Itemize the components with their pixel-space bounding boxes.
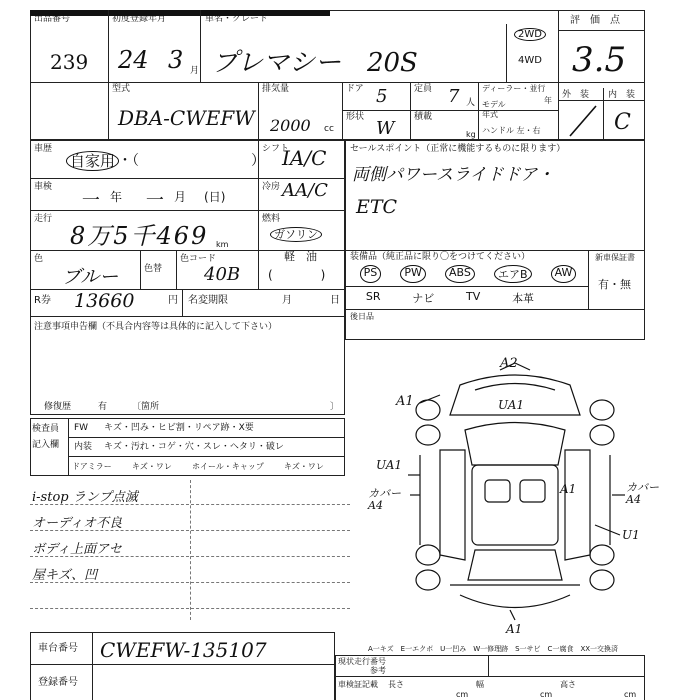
usage-value-circled: 自家用 xyxy=(66,151,119,171)
recycle-unit: 円 xyxy=(168,295,178,306)
color-code-value: 40B xyxy=(204,264,241,285)
repair-label: 修復歴 xyxy=(44,402,72,412)
capacity-unit: 人 xyxy=(466,98,476,108)
model-value: DBA-CWEFW xyxy=(118,106,255,130)
fuel-diesel: 軽 油 xyxy=(284,250,317,263)
first-registration-label: 初度登録年月 xyxy=(112,14,167,24)
equip-abs: ABS xyxy=(445,265,475,283)
damage-mark-right-cover: カバー A4 xyxy=(626,481,659,506)
checker-row1-head: FW xyxy=(74,423,89,433)
inspection-day-unit: (日) xyxy=(204,190,226,204)
damage-mark-left-cover: カバー A4 xyxy=(368,487,401,512)
mileage-label: 走行 xyxy=(34,214,53,224)
width-label: 幅 xyxy=(476,680,484,689)
equip-navi: ナビ xyxy=(412,292,435,305)
handwritten-notes-area xyxy=(30,480,350,625)
doors-label: ドア xyxy=(346,84,364,94)
attachments-box xyxy=(345,310,645,340)
first-registration-year: 24 xyxy=(118,46,149,74)
car-checker-label: 車検証記載 xyxy=(338,680,378,689)
score-value: 3.5 xyxy=(572,40,627,80)
damage-mark-upper-center: UA1 xyxy=(498,398,525,412)
drive-4wd: 4WD xyxy=(518,55,542,66)
height-label: 高さ xyxy=(560,680,576,689)
prev-registration-label: 現状走行番号 xyxy=(338,657,386,666)
inspection-label: 車検 xyxy=(34,182,53,192)
damage-mark-upper-left: A1 xyxy=(396,394,414,409)
registration-label: 登録番号 xyxy=(38,677,78,688)
fuel-gas-circled: ガソリン xyxy=(270,227,322,242)
note-line-4: 屋キズ、凹 xyxy=(32,568,98,583)
model-year-unit: 年 xyxy=(544,96,552,105)
repair-part-label: 〔箇所 xyxy=(132,402,160,412)
damage-mark-left-middle: UA1 xyxy=(376,458,403,472)
warranty-label: 新車保証書 xyxy=(595,253,635,262)
note-line-2: オーディオ不良 xyxy=(32,516,122,531)
note-line-3: ボディ上面アセ xyxy=(32,542,122,557)
checker-row2-head: 内装 xyxy=(74,442,93,452)
equipment-row1 xyxy=(350,265,586,283)
model-year-label: モデル年式 xyxy=(482,100,506,119)
usage-bracket: ・（ ） xyxy=(118,153,265,169)
sales-point-label: セールスポイント（正常に機能するものに限ります） xyxy=(350,144,566,154)
prev-registration-ref: 参考 xyxy=(370,666,386,675)
checker-row3-a: ドアミラー xyxy=(72,462,112,471)
usage-label: 車歴 xyxy=(34,144,53,154)
fuel-bracket: ( ) xyxy=(268,268,326,282)
equipment-label: 装備品（純正品に限り〇をつけてください） xyxy=(350,252,531,262)
damage-mark-right-lower: U1 xyxy=(622,528,640,542)
equipment-row2 xyxy=(350,290,550,306)
width-unit: cm xyxy=(540,690,553,699)
color-code-label: 色コード xyxy=(180,254,217,264)
checker-row3-d: キズ・ワレ xyxy=(284,462,324,471)
color-change-label: 色替 xyxy=(144,264,163,274)
drive-2wd-circled: 2WD xyxy=(514,28,546,41)
chassis-label: 車台番号 xyxy=(38,643,78,654)
checker-label-1: 検査員 xyxy=(32,424,60,434)
displacement-unit: cc xyxy=(324,124,334,134)
damage-mark-center: A1 xyxy=(560,482,577,496)
doors-value: 5 xyxy=(376,86,388,107)
color-label: 色 xyxy=(34,254,44,264)
shift-label: シフト xyxy=(262,144,290,154)
drive-2wd xyxy=(514,30,546,40)
recycle-value: 13660 xyxy=(74,290,135,312)
load-label: 積載 xyxy=(414,112,433,122)
ac-label: 冷房 xyxy=(262,182,281,192)
checker-row1-body: キズ・凹み・ヒビ割・リペア跡・X要 xyxy=(104,423,254,433)
checker-row2-body: キズ・汚れ・コゲ・穴・スレ・ヘタリ・破レ xyxy=(104,442,284,452)
interior-label: 内 装 xyxy=(608,90,636,100)
name-change-month: 月 xyxy=(282,295,292,306)
first-registration-month: 3 xyxy=(168,46,184,74)
fuel-label: 燃料 xyxy=(262,214,281,224)
dealer-label: ディーラー・並行 xyxy=(482,84,546,93)
fuel-gas xyxy=(270,230,322,240)
equip-leather: 本革 xyxy=(512,292,535,305)
damage-mark-top: A2 xyxy=(500,356,518,371)
ac-value: AA/C xyxy=(282,180,328,201)
repair-part-close: 〕 xyxy=(330,402,340,412)
capacity-label: 定員 xyxy=(414,84,433,94)
capacity-value: 7 xyxy=(448,86,460,107)
handle-label: ハンドル 左・右 xyxy=(482,126,541,135)
mileage-value: 8万5千469 xyxy=(70,222,209,250)
length-unit: cm xyxy=(456,690,469,699)
checker-row3-b: キズ・ワレ xyxy=(132,462,172,471)
inspection-dash-month: 一 xyxy=(144,190,162,211)
displacement-value: 2000 xyxy=(270,116,311,135)
interior-value: C xyxy=(614,110,631,135)
first-registration-month-unit: 月 xyxy=(190,66,200,76)
length-label: 長さ xyxy=(388,680,404,689)
mileage-unit: km xyxy=(216,240,229,249)
equip-ps: PS xyxy=(360,265,382,283)
inspection-month-unit: 月 xyxy=(174,190,187,204)
checker-row3-c: ホイール・キャップ xyxy=(192,462,264,471)
color-value: ブルー xyxy=(62,266,119,288)
score-label: 評 価 点 xyxy=(570,15,620,26)
equip-tv: TV xyxy=(466,290,481,303)
height-unit: cm xyxy=(624,690,637,699)
model-label: 型式 xyxy=(112,84,131,94)
name-change-label: 名変期限 xyxy=(188,295,228,306)
displacement-label: 排気量 xyxy=(262,84,290,94)
checker-label-2: 記入欄 xyxy=(32,440,60,450)
car-damage-diagram xyxy=(380,355,650,630)
inspection-dash-year: 一 xyxy=(80,190,98,211)
equip-pw: PW xyxy=(400,265,426,283)
exterior-slash-mark xyxy=(566,104,600,138)
usage-value xyxy=(66,150,119,171)
damage-legend: A一キズ E一エクボ U一凹み W一修理跡 S一サビ C一腐食 XX一交換済 xyxy=(368,645,619,653)
shape-value: W xyxy=(376,118,395,139)
sales-point-line2: ETC xyxy=(356,196,398,218)
exterior-label: 外 装 xyxy=(562,90,590,100)
sales-point-line1: 両側パワースライドドア・ xyxy=(352,165,555,185)
car-name-label: 車名・グレード xyxy=(205,14,269,24)
equip-sr: SR xyxy=(365,290,381,303)
equip-aw: AW xyxy=(551,265,577,283)
recycle-label: R券 xyxy=(34,295,51,306)
repair-value: 有 xyxy=(98,402,108,412)
inspection-year-unit: 年 xyxy=(110,190,123,204)
car-name-value: プレマシー 20S xyxy=(212,48,418,78)
shape-label: 形状 xyxy=(346,112,365,122)
warranty-value: 有・無 xyxy=(598,278,631,291)
equip-airbag: エアB xyxy=(494,265,532,283)
name-change-day: 日 xyxy=(330,295,340,306)
shift-value: IA/C xyxy=(282,146,327,170)
inspection-day-text: 日 xyxy=(208,190,221,204)
note-line-1: i-stop ランプ点滅 xyxy=(32,490,138,505)
damage-mark-bottom: A1 xyxy=(506,622,523,636)
load-unit: kg xyxy=(466,130,476,139)
lot-number: 239 xyxy=(50,50,89,74)
notes-label: 注意事項申告欄（不具合内容等は具体的に記入して下さい） xyxy=(34,322,278,332)
chassis-value: CWEFW-135107 xyxy=(100,638,267,662)
attachments-label: 後日品 xyxy=(350,312,374,321)
lot-number-label: 出品番号 xyxy=(34,14,71,24)
